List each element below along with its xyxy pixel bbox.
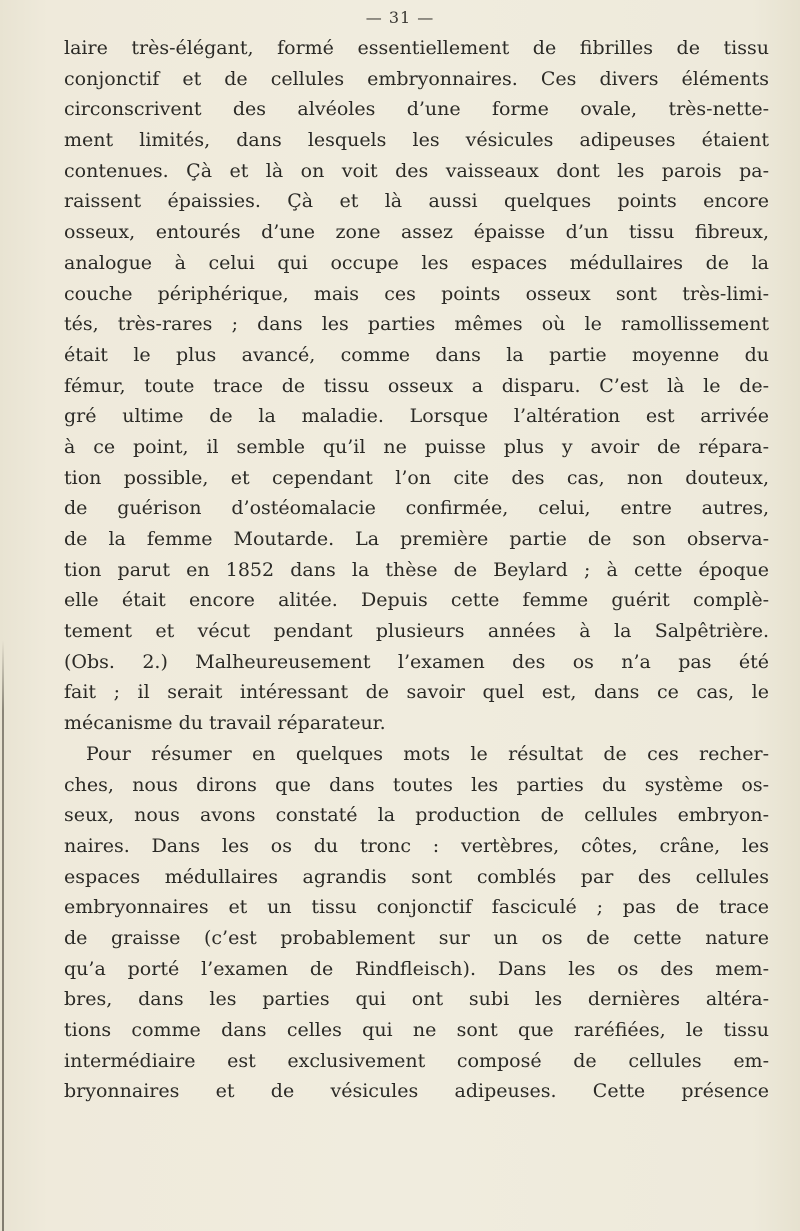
text-line: bryonnaires et de vésicules adipeuses. Cette présence bbox=[64, 1080, 769, 1103]
text-line: espaces médullaires agrandis sont comblés par des cellules bbox=[64, 865, 769, 888]
text-line: naires. Dans les os du tronc : vertèbres, côtes, crâne, les bbox=[64, 834, 769, 857]
text-line: intermédiaire est exclusivement composé de cellules em- bbox=[64, 1049, 769, 1072]
text-line: qu’a porté l’examen de Rindfleisch). Dans les os des mem- bbox=[64, 957, 769, 980]
text-line: Pour résumer en quelques mots le résultat de ces recher- bbox=[86, 742, 769, 765]
text-line: elle était encore alitée. Depuis cette femme guérit complè- bbox=[64, 589, 769, 612]
text-line: ment limités, dans lesquels les vésicules adipeuses étaient bbox=[64, 129, 769, 152]
text-line: tion parut en 1852 dans la thèse de Beylard ; à cette époque bbox=[64, 558, 769, 581]
text-line: laire très-élégant, formé essentiellement de fibrilles de tissu bbox=[64, 37, 769, 59]
text-line: conjonctif et de cellules embryonnaires. Ces divers éléments bbox=[64, 67, 769, 90]
text-line: circonscrivent des alvéoles d’une forme ovale, très-nette- bbox=[64, 98, 769, 121]
text-line: mécanisme du travail réparateur. bbox=[64, 712, 386, 735]
page-binding-shadow bbox=[2, 640, 4, 1231]
text-line: de graisse (c’est probablement sur un os de cette nature bbox=[64, 926, 769, 949]
text-line: couche périphérique, mais ces points osseux sont très-limi- bbox=[64, 282, 769, 305]
text-line: tement et vécut pendant plusieurs années à la Salpêtrière. bbox=[64, 620, 769, 643]
text-line: fémur, toute trace de tissu osseux a disparu. C’est là le de- bbox=[64, 374, 769, 397]
text-line: contenues. Çà et là on voit des vaisseaux dont les parois pa- bbox=[64, 159, 769, 182]
text-line: embryonnaires et un tissu conjonctif fasciculé ; pas de trace bbox=[64, 896, 769, 919]
text-line: tion possible, et cependant l’on cite des cas, non douteux, bbox=[64, 466, 769, 489]
text-line: de guérison d’ostéomalacie confirmée, celui, entre autres, bbox=[64, 497, 769, 520]
text-line: (Obs. 2.) Malheureusement l’examen des os n’a pas été bbox=[64, 650, 769, 673]
text-line: ches, nous dirons que dans toutes les parties du système os- bbox=[64, 773, 769, 796]
page-number: — 31 — bbox=[365, 8, 435, 27]
text-line: raissent épaissies. Çà et là aussi quelques points encore bbox=[64, 190, 769, 213]
text-line: de la femme Moutarde. La première partie de son observa- bbox=[64, 528, 769, 550]
text-line: seux, nous avons constaté la production de cellules embryon- bbox=[64, 804, 769, 827]
text-line: était le plus avancé, comme dans la partie moyenne du bbox=[64, 343, 769, 366]
text-line: tés, très-rares ; dans les parties mêmes où le ramollissement bbox=[64, 313, 769, 336]
text-line: fait ; il serait intéressant de savoir quel est, dans ce cas, le bbox=[64, 681, 769, 704]
text-line: osseux, entourés d’une zone assez épaisse d’un tissu fibreux, bbox=[64, 221, 769, 244]
text-line: à ce point, il semble qu’il ne puisse plus y avoir de répara- bbox=[64, 435, 769, 458]
text-line: tions comme dans celles qui ne sont que raréfiées, le tissu bbox=[64, 1019, 769, 1041]
body-text bbox=[64, 33, 769, 1107]
text-line: analogue à celui qui occupe les espaces médullaires de la bbox=[64, 251, 769, 274]
text-line: bres, dans les parties qui ont subi les dernières altéra- bbox=[64, 988, 769, 1011]
text-line: gré ultime de la maladie. Lorsque l’altération est arrivée bbox=[64, 405, 769, 428]
